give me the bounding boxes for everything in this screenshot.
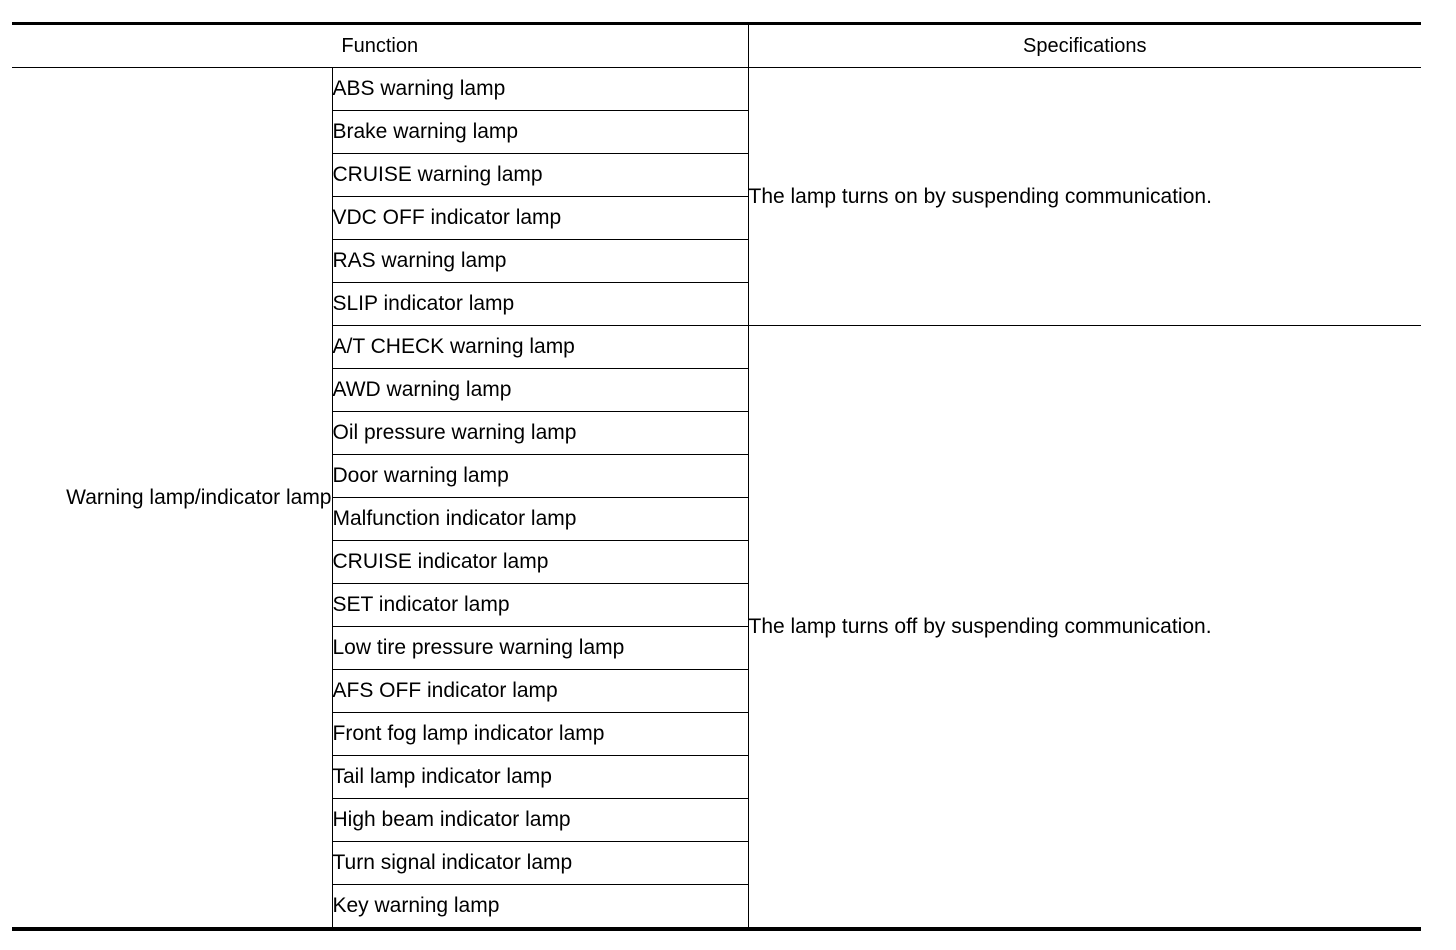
function-item: Tail lamp indicator lamp [332,756,748,799]
function-item: Key warning lamp [332,885,748,930]
specifications-table [12,22,1421,931]
function-item: Malfunction indicator lamp [332,498,748,541]
function-item: CRUISE indicator lamp [332,541,748,584]
function-item: Turn signal indicator lamp [332,842,748,885]
function-item: Brake warning lamp [332,111,748,154]
function-item: Low tire pressure warning lamp [332,627,748,670]
specification-text: The lamp turns off by suspending communication. [748,614,1212,638]
function-item: SET indicator lamp [332,584,748,627]
specification-text: The lamp turns on by suspending communication. [748,68,1421,326]
header-function: Function [12,24,748,68]
function-item: CRUISE warning lamp [332,154,748,197]
function-item: AFS OFF indicator lamp [332,670,748,713]
function-item: VDC OFF indicator lamp [332,197,748,240]
table-row [12,68,1421,111]
function-item: SLIP indicator lamp [332,283,748,326]
function-item: ABS warning lamp [332,68,748,111]
table-body [12,68,1421,930]
function-item: RAS warning lamp [332,240,748,283]
function-item: High beam indicator lamp [332,799,748,842]
header-row [12,24,1421,68]
function-item: A/T CHECK warning lamp [332,326,748,369]
function-item: Front fog lamp indicator lamp [332,713,748,756]
function-item: AWD warning lamp [332,369,748,412]
function-item: Door warning lamp [332,455,748,498]
header-specifications: Specifications [748,24,1421,68]
function-item: Oil pressure warning lamp [332,412,748,455]
group-label: Warning lamp/indicator lamp [12,68,332,930]
